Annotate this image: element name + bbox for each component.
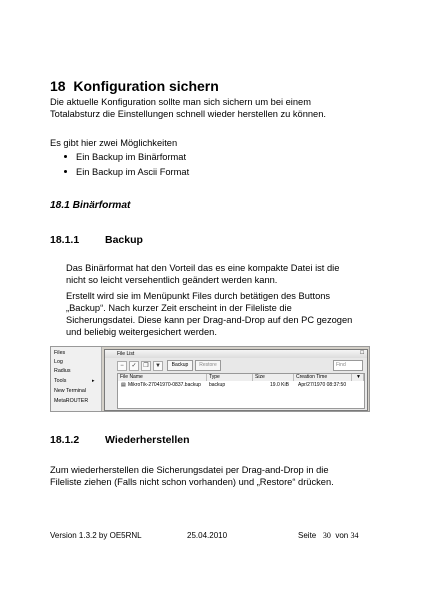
backup-para2-line-1: Erstellt wird sie im Menüpunkt Files durch betätigen des Buttons (66, 291, 331, 301)
column-header-size[interactable]: Size (253, 374, 294, 381)
section-heading-18-1: 18.1 Binärformat (50, 200, 131, 211)
intro-line-2: Totalabsturz die Einstellungen schnell wieder herstellen zu können. (50, 109, 326, 119)
submenu-arrow-icon: ▸ (92, 378, 95, 384)
menu-item-files[interactable]: Files (54, 350, 66, 356)
footer-page-info: Seite 30 von 34 (298, 531, 359, 540)
page-title (50, 78, 219, 94)
footer-version: Version 1.3.2 by OE5RNL (50, 531, 142, 540)
side-menu (51, 347, 102, 411)
heading-number: 18 (50, 78, 66, 94)
backup-button[interactable]: Backup (167, 360, 193, 371)
check-icon[interactable]: ✓ (129, 361, 139, 371)
backup-para1-line-1: Das Binärformat hat den Vorteil das es eine kompakte Datei ist die (66, 263, 340, 273)
column-menu-icon[interactable]: ▼ (352, 374, 364, 381)
row-creation-time: Apr/27/1970 08:37:50 (298, 382, 347, 388)
file-list-screenshot (50, 346, 370, 412)
restore-para-line-2: Fileliste ziehen (Falls nicht schon vorhanden) und „Restore“ drücken. (50, 477, 334, 487)
section-heading-18-1-2: 18.1.2 Wiederherstellen (50, 434, 190, 446)
menu-item-metarouter[interactable]: MetaROUTER (54, 398, 89, 404)
menu-item-tools[interactable]: Tools (54, 378, 67, 384)
restore-button[interactable]: Restore (195, 360, 221, 371)
column-header-type[interactable]: Type (207, 374, 253, 381)
row-type: backup (209, 382, 226, 388)
close-icon[interactable]: □ (360, 350, 364, 356)
window-titlebar (105, 350, 367, 358)
backup-para2-line-3: Sicherungsdatei. Diese kann per Drag-and-Drop auf den PC gezogen (66, 315, 353, 325)
file-table (117, 373, 365, 409)
menu-item-new-terminal[interactable]: New Terminal (54, 388, 86, 394)
find-input[interactable]: Find (333, 360, 363, 371)
intro-line-1: Die aktuelle Konfiguration sollte man sich sichern um bei einem (50, 97, 311, 107)
delete-icon[interactable]: − (117, 361, 127, 371)
copy-icon[interactable]: ❐ (141, 361, 151, 371)
bullet-icon (64, 155, 67, 158)
section-heading-18-1-1: 18.1.1 Backup (50, 234, 143, 246)
options-lead: Es gibt hier zwei Möglichkeiten (50, 138, 178, 148)
menu-item-log[interactable]: Log (54, 359, 63, 365)
column-header-creation-time[interactable]: Creation Time (294, 374, 352, 381)
backup-para2-line-2: „Backup“. Nach kurzer Zeit erscheint in der Fileliste die (66, 303, 292, 313)
column-header-file-name[interactable]: File Name (118, 374, 207, 381)
restore-para-line-1: Zum wiederherstellen die Sicherungsdatei per Drag-and-Drop in die (50, 465, 329, 475)
filter-icon[interactable]: ▼ (153, 361, 163, 371)
file-list-window (104, 349, 368, 411)
backup-para1-line-2: nicht so leicht versehentlich geändert werden kann. (66, 275, 278, 285)
window-title: File List (117, 351, 135, 357)
backup-para2-line-4: und beliebig weitergesichert werden. (66, 327, 217, 337)
bullet-icon (64, 170, 67, 173)
row-file-name: MikroTik-27041970-0837.backup (128, 382, 201, 388)
list-item: Ein Backup im Binärformat (64, 152, 186, 162)
list-item: Ein Backup im Ascii Format (64, 167, 189, 177)
footer-date: 25.04.2010 (187, 531, 228, 540)
heading-title: Konfiguration sichern (73, 78, 219, 94)
row-size: 19.0 KiB (270, 382, 289, 388)
menu-item-radius[interactable]: Radius (54, 368, 71, 374)
file-icon: ▤ (121, 382, 126, 388)
